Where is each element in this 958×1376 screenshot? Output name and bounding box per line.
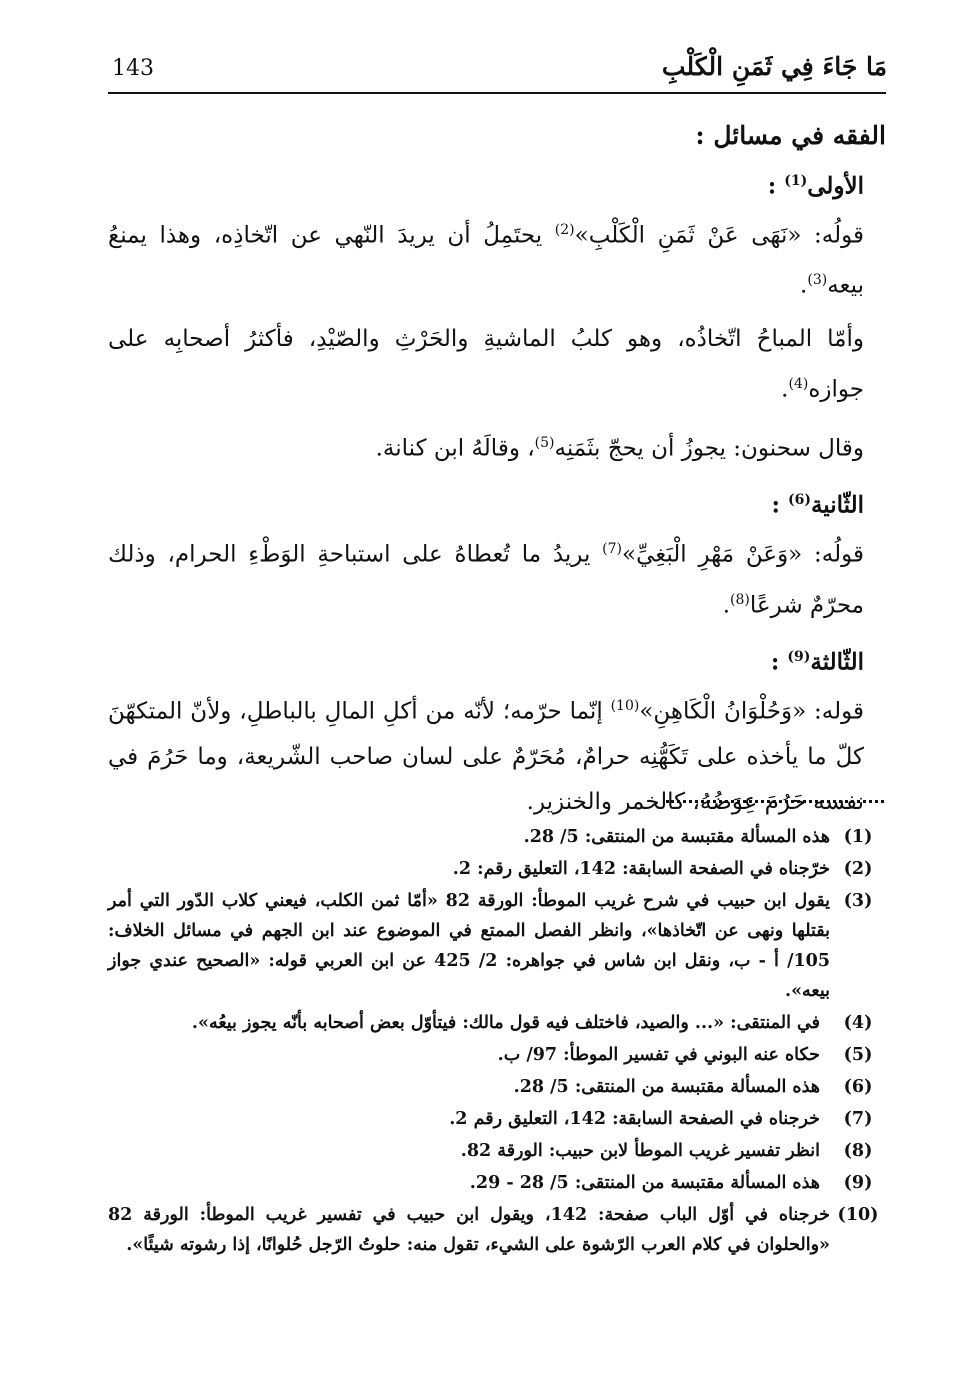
paragraph-2: وأمّا المباحُ اتّخاذُه، وهو كلبُ الماشيةِ والحَرْثِ والصّيْدِ، فأكثرُ أصحابِه على جوازه$^{(4)}$. <box>108 325 864 403</box>
running-title: مَا جَاءَ فِي ثَمَنِ الْكَلْبِ <box>661 52 887 81</box>
footnote-number: (1) <box>843 827 873 847</box>
footnote <box>108 822 886 852</box>
paragraph-3: وقال سحنون: يجوزُ أن يحجّ بثَمَنِه$^{(5)}$، وقالَهُ ابن كنانة. <box>375 434 864 462</box>
paragraph-5: قوله: «وَحُلْوَانُ الْكَاهِنِ»$^{(10)}$ إنّما حرّمه؛ لأنّه من أكلِ المالِ بالباطلِ، ولأنّ المتكهّنَ كلّ ما يأخذه على تَكَهُّنِه حرامٌ، مُحَرّمٌ على لسان صاحب الشّريعة، وما حَرُمَ في نفسه حَرُمَ عِوَضُهُ، كالخمر والخنزير. <box>108 697 864 815</box>
footnote <box>108 886 886 1006</box>
footnote-text: انظر تفسير غريب الموطأ لابن حبيب: الورقة 82. <box>460 1141 820 1161</box>
footnote <box>108 1168 886 1198</box>
page-number: 143 <box>112 56 154 81</box>
footnote-number: (5) <box>843 1045 873 1065</box>
main-text <box>108 112 886 833</box>
footnote-number: (7) <box>843 1109 873 1129</box>
paragraph-1: قولُه: «نَهَى عَنْ ثَمَنِ الْكَلْبِ»$^{(2)}$ يحتَمِلُ أن يريدَ النّهي عن اتّخاذِه، وهذا يمنعُ بيعه$^{(3)}$. <box>108 221 865 299</box>
subheading-second: الثّانية$^{(6)}$ : <box>771 491 864 519</box>
footnote-text: هذه المسألة مقتبسة من المنتقى: 5/ 28 - 29. <box>469 1173 820 1193</box>
page-header <box>112 52 887 92</box>
section-heading: الفقه في مسائل : <box>695 121 886 150</box>
footnote-text: حكاه عنه البوني في تفسير الموطأ: 97/ ب. <box>497 1045 820 1065</box>
footnote <box>108 854 886 884</box>
footnote-text: يقول ابن حبيب في شرح غريب الموطأ: الورقة 82 «أمّا ثمن الكلب، فيعني كلاب الدّور التي أمر بقتلها ونهى عن اتّخاذها»، وانظر الفصل الممتع في الموضوع عند ابن الجهم في مسائل الخلاف: 105/ أ - ب، ونقل ابن شاس في جواهره: 2/ 425 عن ابن العربي قوله: «الصحيح عندي جواز بيعه». <box>108 891 830 1001</box>
footnote-text: خرجناه في أوّل الباب صفحة: 142، ويقول ابن حبيب في تفسير غريب الموطأ: الورقة 82 «والحلوان في كلام العرب الرّشوة على الشيء، تقول منه: حلوتُ الرّجل حُلوانًا، إذا رشوته شيئًا». <box>108 1205 830 1255</box>
footnote-text: هذه المسألة مقتبسة من المنتقى: 5/ 28. <box>523 827 830 847</box>
footnote-text: خرّجناه في الصفحة السابقة: 142، التعليق رقم: 2. <box>452 859 830 879</box>
subheading-first: الأولى$^{(1)}$ : <box>767 172 864 200</box>
footnote <box>108 1008 886 1038</box>
subheading-third: الثّالثة$^{(9)}$ : <box>770 648 864 676</box>
header-rule <box>108 92 886 94</box>
footnote <box>108 1040 886 1070</box>
footnote-separator <box>666 800 884 803</box>
footnotes <box>108 822 886 1262</box>
footnote-number: (4) <box>843 1013 873 1033</box>
paragraph-4: قولُه: «وَعَنْ مَهْرِ الْبَغِيِّ»$^{(7)}$ يريدُ ما تُعطاهُ على استباحةِ الوَطْءِ الحرام، وذلك محرّمٌ شرعًا$^{(8)}$. <box>108 540 864 619</box>
footnote <box>108 1200 886 1260</box>
footnote-number: (9) <box>843 1173 873 1193</box>
footnote-number: (3) <box>843 891 873 911</box>
footnote-number: (8) <box>843 1141 873 1161</box>
footnote-text: في المنتقى: «... والصيد، فاختلف فيه قول مالك: فيتأوّل بعض أصحابه بأنّه يجوز بيعُه». <box>191 1013 820 1033</box>
footnote-number: (2) <box>843 859 873 879</box>
footnote-number: (6) <box>843 1077 873 1097</box>
footnote <box>108 1072 886 1102</box>
footnote <box>108 1104 886 1134</box>
footnote-text: هذه المسألة مقتبسة من المنتقى: 5/ 28. <box>513 1077 820 1097</box>
footnote-text: خرجناه في الصفحة السابقة: 142، التعليق رقم 2. <box>449 1109 820 1129</box>
footnote-number: (10) <box>837 1205 879 1225</box>
footnote <box>108 1136 886 1166</box>
